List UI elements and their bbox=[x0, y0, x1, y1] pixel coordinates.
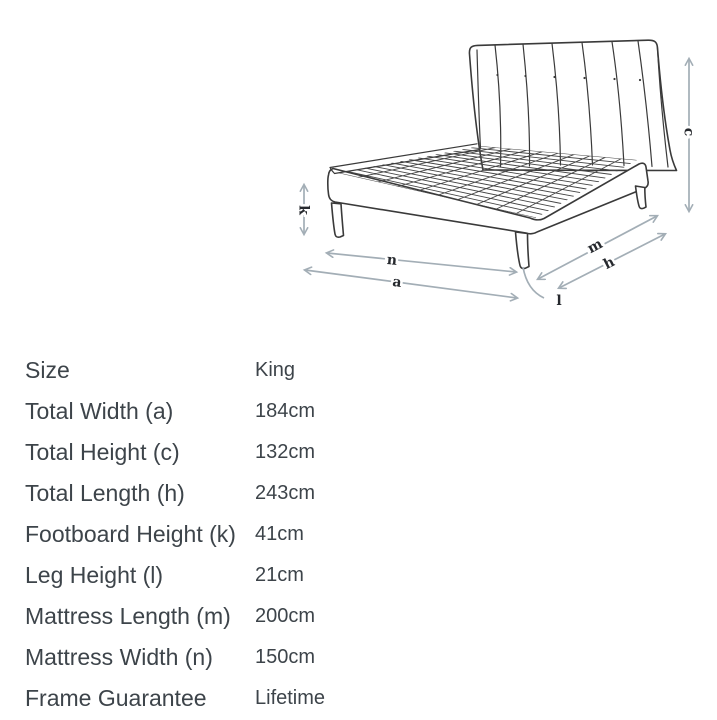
label-l: l bbox=[556, 293, 562, 309]
spec-label: Total Length (h) bbox=[25, 480, 185, 506]
spec-table bbox=[25, 350, 695, 719]
spec-label: Frame Guarantee bbox=[25, 685, 207, 711]
spec-label: Leg Height (l) bbox=[25, 562, 164, 588]
spec-value: 41cm bbox=[255, 523, 304, 545]
bed-dimension-diagram bbox=[287, 20, 717, 320]
leg-height-arc bbox=[523, 267, 544, 298]
spec-label: Total Width (a) bbox=[25, 398, 174, 424]
front-left-leg bbox=[332, 203, 344, 237]
spec-label: Size bbox=[25, 357, 70, 383]
label-c: c bbox=[680, 127, 697, 137]
label-n: n bbox=[386, 252, 398, 269]
spec-row-footboard-height bbox=[25, 514, 695, 555]
spec-value: 21cm bbox=[255, 564, 304, 586]
spec-label: Total Height (c) bbox=[25, 439, 180, 465]
label-h: h bbox=[601, 254, 618, 273]
spec-value: King bbox=[255, 359, 296, 381]
spec-row-total-height bbox=[25, 432, 695, 473]
spec-row-total-width bbox=[25, 391, 695, 432]
spec-value: 132cm bbox=[255, 441, 316, 463]
label-a: a bbox=[391, 274, 403, 291]
spec-row-total-length bbox=[25, 473, 695, 514]
spec-label: Footboard Height (k) bbox=[25, 521, 236, 547]
spec-value: 243cm bbox=[255, 482, 316, 504]
spec-value: 150cm bbox=[255, 646, 316, 668]
spec-row-mattress-length bbox=[25, 596, 695, 637]
mattress-width-arrow bbox=[327, 253, 516, 272]
spec-value: 184cm bbox=[255, 400, 316, 422]
front-corner-leg bbox=[516, 232, 530, 269]
label-m: m bbox=[584, 235, 606, 257]
spec-label: Mattress Length (m) bbox=[25, 603, 231, 629]
total-width-arrow bbox=[305, 270, 517, 298]
spec-value: Lifetime bbox=[255, 687, 326, 709]
spec-value: 200cm bbox=[255, 605, 316, 627]
spec-row-mattress-width bbox=[25, 637, 695, 678]
label-k: k bbox=[295, 205, 312, 215]
spec-row-size bbox=[25, 350, 695, 391]
spec-row-frame-guarantee bbox=[25, 678, 695, 719]
right-leg bbox=[636, 186, 647, 209]
spec-label: Mattress Width (n) bbox=[25, 644, 213, 670]
spec-row-leg-height bbox=[25, 555, 695, 596]
